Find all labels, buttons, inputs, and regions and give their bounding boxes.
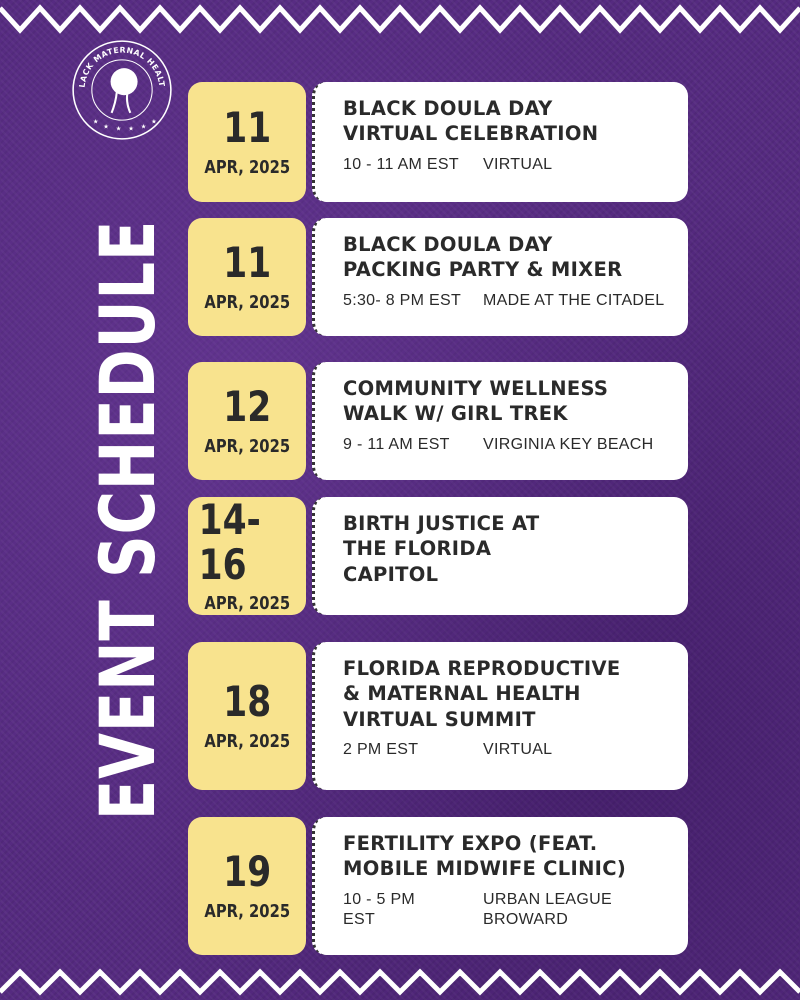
svg-text:★: ★ bbox=[140, 123, 147, 131]
woman-profile-icon bbox=[111, 68, 138, 113]
svg-text:★: ★ bbox=[103, 123, 109, 131]
event-day: 11 bbox=[223, 238, 271, 288]
svg-text:★: ★ bbox=[151, 118, 157, 126]
event-day: 11 bbox=[223, 103, 271, 153]
date-box bbox=[188, 817, 306, 955]
event-month: APR, 2025 bbox=[204, 156, 290, 178]
date-box bbox=[188, 218, 306, 336]
event-month: APR, 2025 bbox=[204, 435, 290, 457]
event-month: APR, 2025 bbox=[204, 730, 290, 752]
date-box bbox=[188, 642, 306, 790]
event-location: VIRGINIA KEY BEACH bbox=[483, 435, 654, 453]
svg-text:★: ★ bbox=[128, 125, 134, 133]
svg-text:★: ★ bbox=[115, 125, 122, 133]
event-time: 10 - 5 PM EST bbox=[343, 890, 416, 928]
event-day: 19 bbox=[223, 847, 271, 897]
event-month: APR, 2025 bbox=[204, 900, 290, 922]
svg-text:★: ★ bbox=[92, 118, 99, 126]
date-box bbox=[188, 82, 306, 202]
event-card bbox=[312, 497, 688, 615]
event-location: URBAN LEAGUE BROWARD bbox=[483, 890, 612, 928]
event-title: FERTILITY EXPO (FEAT. MOBILE MIDWIFE CLINIC) bbox=[343, 832, 627, 881]
event-item bbox=[188, 642, 688, 790]
event-title: BLACK DOULA DAY PACKING PARTY & MIXER bbox=[343, 233, 623, 282]
event-month: APR, 2025 bbox=[204, 291, 290, 313]
event-item bbox=[188, 817, 688, 955]
event-location: VIRTUAL bbox=[483, 741, 553, 759]
event-card bbox=[312, 218, 688, 336]
logo-text: LACK MATERNAL HEALT bbox=[77, 45, 167, 89]
date-box bbox=[188, 362, 306, 480]
event-title: FLORIDA REPRODUCTIVE & MATERNAL HEALTH VIRTUAL SUMMIT bbox=[343, 657, 621, 731]
event-card bbox=[312, 817, 688, 955]
event-item bbox=[188, 497, 688, 615]
event-time: 10 - 11 AM EST bbox=[343, 155, 459, 173]
date-box bbox=[188, 497, 306, 615]
event-card bbox=[312, 642, 688, 790]
event-month: APR, 2025 bbox=[204, 592, 290, 614]
event-item bbox=[188, 82, 688, 202]
event-location: VIRTUAL bbox=[483, 155, 553, 173]
organization-logo bbox=[70, 38, 174, 142]
event-time: 5:30- 8 PM EST bbox=[343, 291, 462, 309]
event-time: 9 - 11 AM EST bbox=[343, 435, 450, 453]
event-day: 12 bbox=[223, 382, 271, 432]
event-title: BIRTH JUSTICE AT THE FLORIDA CAPITOL bbox=[343, 512, 540, 586]
event-day: 14-16 bbox=[198, 495, 261, 589]
event-day: 18 bbox=[223, 677, 271, 727]
event-title: BLACK DOULA DAY VIRTUAL CELEBRATION bbox=[343, 97, 599, 146]
event-title: COMMUNITY WELLNESS WALK W/ GIRL TREK bbox=[343, 377, 609, 426]
event-location: MADE AT THE CITADEL bbox=[483, 291, 665, 309]
event-card bbox=[312, 82, 688, 202]
event-time: 2 PM EST bbox=[343, 741, 419, 759]
page-title: EVENT SCHEDULE bbox=[83, 219, 172, 821]
event-item bbox=[188, 218, 688, 336]
event-item bbox=[188, 362, 688, 480]
top-zigzag-border bbox=[0, 0, 800, 40]
bottom-zigzag-border bbox=[0, 960, 800, 1000]
event-card bbox=[312, 362, 688, 480]
